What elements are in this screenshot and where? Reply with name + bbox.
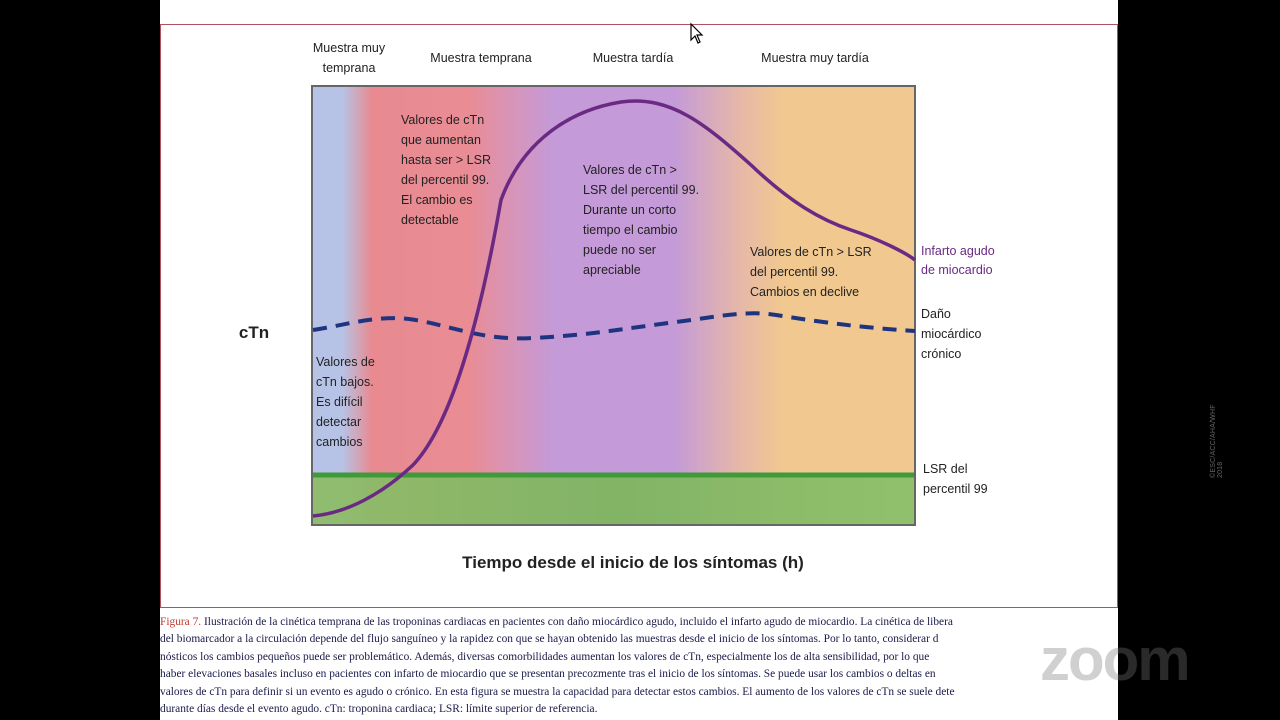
caption-line-6: durante días desde el evento agudo. cTn: troponina cardiaca; LSR: límite superior de referencia.	[160, 703, 598, 716]
reference-line-label: LSR del percentil 99	[923, 462, 988, 496]
troponin-kinetics-chart	[161, 25, 1119, 609]
reference-band	[312, 475, 915, 525]
x-axis-label: Tiempo desde el inicio de los síntomas (h)	[462, 553, 804, 572]
series-label-chronic-injury: Daño miocárdico crónico	[921, 307, 982, 361]
figure-frame	[160, 24, 1118, 608]
caption-line-1	[160, 614, 1118, 631]
annotation-declining: Valores de cTn > LSR del percentil 99. Cambios en declive	[750, 245, 872, 299]
y-axis-label: cTn	[238, 323, 270, 342]
annotation-peak: Valores de cTn > LSR del percentil 99. Durante un corto tiempo el cambio puede no ser apreciable	[583, 163, 700, 277]
zoom-watermark: zoom	[1040, 626, 1189, 693]
figure-caption	[160, 614, 1118, 718]
phase-label-very-late: Muestra muy tardía	[761, 51, 869, 65]
series-label-acute-infarction: Infarto agudo de miocardio	[921, 244, 995, 277]
caption-line-2: del biomarcador a la circulación depende del flujo sanguíneo y la rapidez con que se hayan obtenido las muestras desde el inicio de los síntomas. Por lo tanto, considerar d	[160, 633, 939, 646]
caption-line-3: nósticos los cambios pequeños puede ser problemático. Además, diversas comorbilidades aumentan los valores de cTn, especialmente los de alta sensibilidad, por lo que	[160, 650, 930, 663]
copyright-notice: ©ESC/ACC/AHA/WHF 2018	[1210, 404, 1224, 478]
caption-line-5: valores de cTn para definir si un evento es agudo o crónico. En esta figura se muestra la capacidad para detectar estos cambios. El aumento de los valores de cTn se suele dete	[160, 685, 955, 698]
document-page	[160, 0, 1224, 720]
mouse-pointer-icon	[690, 23, 704, 45]
caption-text: Ilustración de la cinética temprana de las troponinas cardiacas en pacientes con daño miocárdico agudo, incluido el infarto agudo de miocardio. La cinética de libera	[204, 616, 953, 628]
phase-label-very-early: Muestra muy temprana	[312, 41, 386, 75]
phase-background	[312, 86, 915, 525]
phase-label-early: Muestra temprana	[430, 51, 532, 65]
figure-reference: Figura 7.	[160, 616, 202, 628]
phase-label-late: Muestra tardía	[592, 51, 674, 65]
caption-line-4: haber elevaciones basales incluso en pacientes con infarto de miocardio que se presentan precozmente tras el inicio de los síntomas. Se puede usar los cambios o deltas en	[160, 668, 936, 681]
annotation-low: Valores de cTn bajos. Es difícil detectar cambios	[316, 355, 375, 449]
annotation-rising: Valores de cTn que aumentan hasta ser > LSR del percentil 99. El cambio es detectable	[401, 113, 491, 227]
